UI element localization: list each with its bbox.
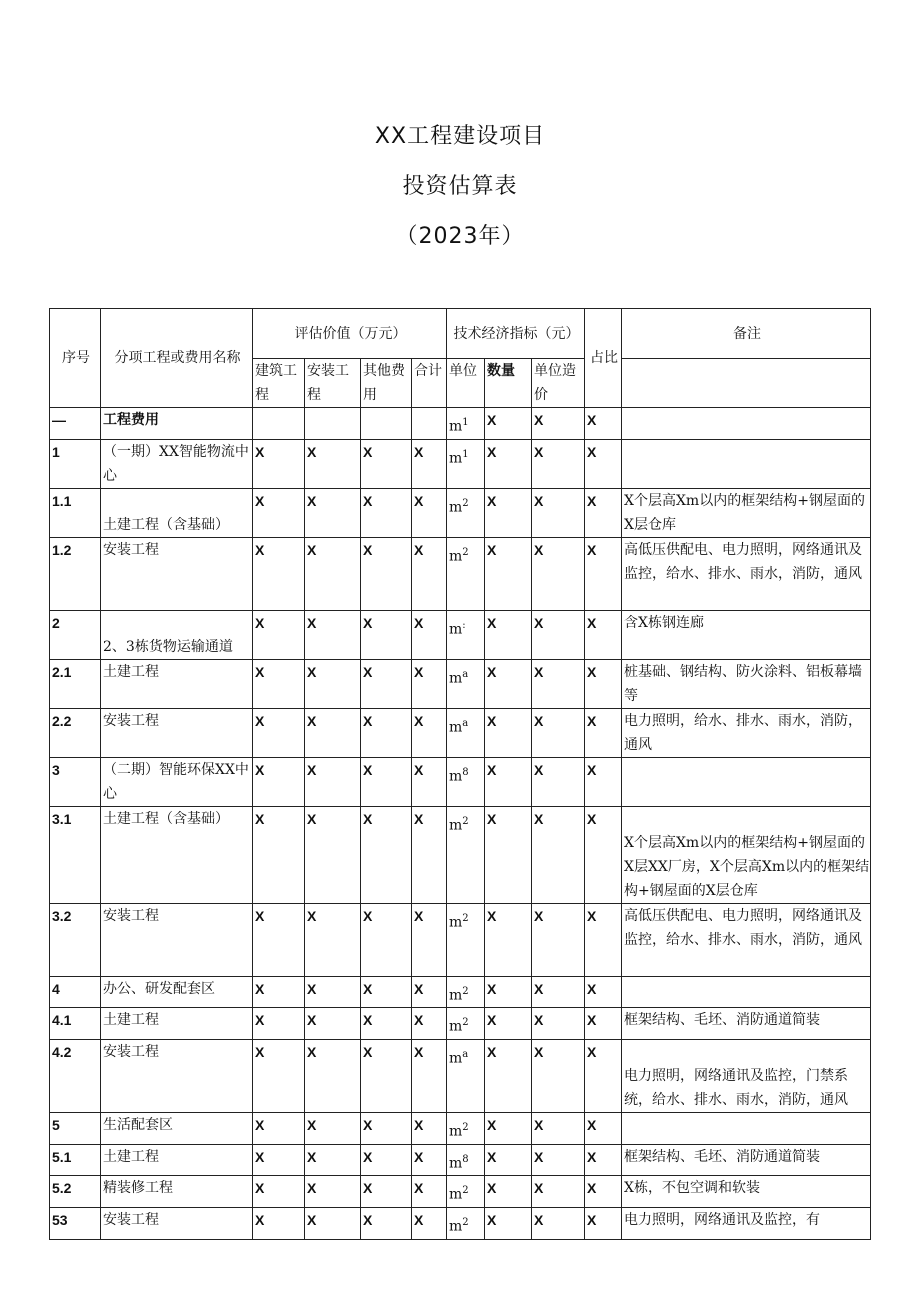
row-unit [447,708,485,757]
unit-superscript: : [462,619,466,631]
row-construction-value: X [253,976,305,1008]
row-construction-value: X [253,757,305,806]
row-other-value: X [361,1207,412,1239]
row-total-value [412,408,447,440]
row-remark [622,408,871,440]
row-remark: X个层高Xm以内的框架结构+钢屋面的X层仓库 [622,488,871,537]
unit-base: m [449,621,463,638]
row-unit-cost: X [532,408,585,440]
row-unit-cost: X [532,1207,585,1239]
row-installation-value: X [305,806,361,903]
row-installation-value: X [305,439,361,488]
row-construction-value: X [253,537,305,610]
table-body [50,408,871,1240]
row-construction-value: X [253,1112,305,1144]
unit-superscript: a [462,668,469,680]
header-remarks-sub [622,359,871,408]
row-installation-value: X [305,976,361,1008]
unit-base: m [449,987,463,1004]
row-quantity: X [485,1207,532,1239]
row-remark: 电力照明，给水、排水、雨水，消防，通风 [622,708,871,757]
row-seq: 53 [50,1207,101,1239]
row-unit [447,488,485,537]
row-seq: 1.2 [50,537,101,610]
row-item-name: （二期）智能环保XX中心 [101,757,253,806]
table-row [50,659,871,708]
document-subtitle: 投资估算表 [402,174,518,199]
table-row [50,537,871,610]
row-item-name: 2、3栋货物运输通道 [101,610,253,659]
unit-base: m [449,548,463,565]
row-installation-value: X [305,1144,361,1176]
unit-superscript: 1 [462,417,469,428]
row-total-value: X [412,757,447,806]
row-installation-value: X [305,1039,361,1112]
row-seq: 5 [50,1112,101,1144]
unit-base: m [449,817,463,834]
row-ratio: X [585,537,622,610]
row-quantity: X [485,439,532,488]
row-unit-cost: X [532,708,585,757]
row-total-value: X [412,1008,447,1040]
row-unit-cost: X [532,439,585,488]
row-total-value: X [412,976,447,1008]
unit-superscript: 8 [462,766,469,778]
document-year: （2023年） [395,224,525,249]
row-unit [447,537,485,610]
unit-superscript: 2 [462,1185,469,1197]
row-total-value: X [412,708,447,757]
row-quantity: X [485,1008,532,1040]
unit-base: m [449,418,463,435]
row-remark: X栋，不包空调和软装 [622,1176,871,1208]
row-ratio: X [585,408,622,440]
unit-base: m [449,1186,463,1203]
row-installation-value: X [305,659,361,708]
row-seq: 5.2 [50,1176,101,1208]
row-quantity: X [485,708,532,757]
row-total-value: X [412,610,447,659]
row-construction-value: X [253,1008,305,1040]
row-item-name: 安装工程 [101,903,253,976]
row-item-name: 办公、研发配套区 [101,976,253,1008]
row-unit-cost: X [532,976,585,1008]
row-other-value: X [361,1039,412,1112]
row-construction-value: X [253,659,305,708]
unit-base: m [449,1123,463,1140]
row-remark [622,1112,871,1144]
header-item-name: 分项工程或费用名称 [101,309,253,408]
row-ratio: X [585,659,622,708]
row-remark [622,976,871,1008]
row-construction-value: X [253,1176,305,1208]
row-seq: 2.2 [50,708,101,757]
row-ratio: X [585,806,622,903]
row-unit [447,408,485,440]
row-seq: 2.1 [50,659,101,708]
row-construction-value: X [253,1144,305,1176]
row-ratio: X [585,1144,622,1176]
row-construction-value [253,408,305,440]
row-unit-cost: X [532,903,585,976]
row-installation-value: X [305,488,361,537]
investment-estimate-table [49,308,871,1240]
unit-base: m [449,1218,463,1235]
unit-base: m [449,914,463,931]
row-installation-value: X [305,1207,361,1239]
table-row [50,1176,871,1208]
row-remark: 框架结构、毛坯、消防通道简装 [622,1144,871,1176]
row-ratio: X [585,439,622,488]
table-row [50,1112,871,1144]
row-remark [622,757,871,806]
row-remark: 桩基础、钢结构、防火涂料、铝板幕墙等 [622,659,871,708]
row-other-value: X [361,806,412,903]
unit-superscript: 2 [462,1121,469,1133]
row-other-value: X [361,1144,412,1176]
row-remark: 含X栋钢连廊 [622,610,871,659]
row-item-name: 土建工程 [101,1144,253,1176]
row-unit-cost: X [532,1176,585,1208]
row-total-value: X [412,806,447,903]
row-ratio: X [585,1176,622,1208]
unit-base: m [449,1155,463,1172]
row-total-value: X [412,537,447,610]
row-seq: 3 [50,757,101,806]
row-seq: 4.1 [50,1008,101,1040]
row-quantity: X [485,1176,532,1208]
row-other-value: X [361,1008,412,1040]
header-unit-cost: 单位造价 [532,359,585,408]
unit-superscript: a [462,717,469,729]
header-construction: 建筑工程 [253,359,305,408]
row-remark [622,439,871,488]
header-total: 合计 [412,359,447,408]
row-item-name: 工程费用 [101,408,253,440]
row-item-name: （一期）XX智能物流中心 [101,439,253,488]
row-other-value: X [361,976,412,1008]
row-ratio: X [585,1207,622,1239]
row-quantity: X [485,659,532,708]
unit-superscript: 2 [462,546,469,558]
row-construction-value: X [253,610,305,659]
row-ratio: X [585,976,622,1008]
row-remark: 高低压供配电、电力照明，网络通讯及监控，给水、排水、雨水，消防，通风 [622,903,871,976]
row-item-name: 安装工程 [101,1039,253,1112]
row-quantity: X [485,976,532,1008]
row-total-value: X [412,1176,447,1208]
table-row [50,488,871,537]
row-remark: 高低压供配电、电力照明，网络通讯及监控，给水、排水、雨水，消防，通风 [622,537,871,610]
row-total-value: X [412,659,447,708]
row-unit-cost: X [532,806,585,903]
table-row [50,610,871,659]
row-other-value: X [361,708,412,757]
table-row [50,1207,871,1239]
row-quantity: X [485,1144,532,1176]
row-quantity: X [485,1112,532,1144]
row-unit [447,903,485,976]
unit-superscript: 2 [462,1216,469,1228]
header-other: 其他费用 [361,359,412,408]
row-unit [447,1176,485,1208]
row-unit-cost: X [532,1112,585,1144]
row-ratio: X [585,1112,622,1144]
row-remark: X个层高Xm以内的框架结构+钢屋面的X层XX厂房，X个层高Xm以内的框架结构+钢屋面的X层仓库 [622,806,871,903]
row-item-name: 生活配套区 [101,1112,253,1144]
unit-base: m [449,1018,463,1035]
row-installation-value: X [305,610,361,659]
row-construction-value: X [253,1207,305,1239]
unit-base: m [449,1050,463,1067]
header-ratio: 占比 [585,309,622,408]
row-construction-value: X [253,806,305,903]
row-total-value: X [412,439,447,488]
row-ratio: X [585,757,622,806]
row-unit-cost: X [532,1008,585,1040]
unit-base: m [449,768,463,785]
row-ratio: X [585,903,622,976]
row-other-value: X [361,1112,412,1144]
row-installation-value: X [305,903,361,976]
row-remark: 框架结构、毛坯、消防通道简装 [622,1008,871,1040]
row-item-name: 土建工程 [101,1008,253,1040]
row-unit [447,1207,485,1239]
row-seq: 1.1 [50,488,101,537]
row-item-name: 精装修工程 [101,1176,253,1208]
header-seq: 序号 [50,309,101,408]
row-unit [447,806,485,903]
row-installation-value: X [305,1112,361,1144]
row-seq: 1 [50,439,101,488]
row-unit-cost: X [532,488,585,537]
row-unit [447,610,485,659]
row-unit [447,976,485,1008]
row-installation-value: X [305,1008,361,1040]
row-construction-value: X [253,1039,305,1112]
row-other-value: X [361,610,412,659]
row-seq: 3.2 [50,903,101,976]
row-ratio: X [585,610,622,659]
row-seq: 2 [50,610,101,659]
unit-base: m [449,670,463,687]
row-unit [447,1008,485,1040]
row-total-value: X [412,488,447,537]
unit-superscript: 2 [462,985,469,997]
header-tech-group: 技术经济指标（元） [447,309,585,359]
table-row [50,1144,871,1176]
unit-superscript: 8 [462,1153,469,1165]
row-ratio: X [585,488,622,537]
row-unit-cost: X [532,1144,585,1176]
row-total-value: X [412,1039,447,1112]
unit-superscript: 1 [462,448,469,460]
row-installation-value [305,408,361,440]
table-row [50,757,871,806]
header-installation: 安装工程 [305,359,361,408]
table-row [50,1039,871,1112]
row-construction-value: X [253,488,305,537]
unit-base: m [449,719,463,736]
row-unit [447,1112,485,1144]
row-remark: 电力照明，网络通讯及监控，门禁系统，给水、排水、雨水，消防，通风 [622,1039,871,1112]
row-seq: 5.1 [50,1144,101,1176]
header-quantity: 数量 [485,359,532,408]
row-other-value: X [361,439,412,488]
row-ratio: X [585,1039,622,1112]
table-row [50,1008,871,1040]
row-unit-cost: X [532,1039,585,1112]
row-remark: 电力照明，网络通讯及监控，有 [622,1207,871,1239]
table-row [50,408,871,440]
row-quantity: X [485,408,532,440]
row-other-value: X [361,488,412,537]
unit-superscript: 2 [462,815,469,827]
row-quantity: X [485,1039,532,1112]
row-item-name: 安装工程 [101,537,253,610]
unit-superscript: 2 [462,1017,469,1029]
row-seq: 4.2 [50,1039,101,1112]
row-item-name: 土建工程（含基础） [101,806,253,903]
table-row [50,708,871,757]
unit-base: m [449,499,463,516]
row-unit [447,439,485,488]
unit-superscript: 2 [462,912,469,924]
row-quantity: X [485,757,532,806]
header-valuation-group: 评估价值（万元） [253,309,447,359]
unit-superscript: 2 [462,497,469,509]
row-construction-value: X [253,439,305,488]
document-title: XX工程建设项目 [374,124,546,149]
row-quantity: X [485,488,532,537]
row-item-name: 安装工程 [101,1207,253,1239]
row-total-value: X [412,1207,447,1239]
row-unit [447,1144,485,1176]
row-construction-value: X [253,903,305,976]
row-seq: 4 [50,976,101,1008]
header-unit: 单位 [447,359,485,408]
row-other-value: X [361,1176,412,1208]
unit-base: m [449,450,463,467]
row-installation-value: X [305,708,361,757]
row-unit-cost: X [532,757,585,806]
row-seq: 3.1 [50,806,101,903]
row-installation-value: X [305,1176,361,1208]
row-quantity: X [485,610,532,659]
row-quantity: X [485,903,532,976]
row-unit-cost: X [532,537,585,610]
row-total-value: X [412,1112,447,1144]
table-row [50,806,871,903]
row-unit-cost: X [532,610,585,659]
row-other-value [361,408,412,440]
row-installation-value: X [305,537,361,610]
row-ratio: X [585,708,622,757]
row-item-name: 土建工程 [101,659,253,708]
row-item-name: 土建工程（含基础） [101,488,253,537]
row-other-value: X [361,903,412,976]
row-other-value: X [361,757,412,806]
row-construction-value: X [253,708,305,757]
unit-superscript: a [462,1048,469,1060]
table-row [50,439,871,488]
row-total-value: X [412,1144,447,1176]
row-unit [447,659,485,708]
row-total-value: X [412,903,447,976]
row-quantity: X [485,806,532,903]
row-item-name: 安装工程 [101,708,253,757]
row-other-value: X [361,537,412,610]
row-unit [447,1039,485,1112]
row-seq: — [50,408,101,440]
table-row [50,976,871,1008]
table-row [50,903,871,976]
row-ratio: X [585,1008,622,1040]
row-unit [447,757,485,806]
row-other-value: X [361,659,412,708]
row-unit-cost: X [532,659,585,708]
header-remarks: 备注 [622,309,871,359]
row-quantity: X [485,537,532,610]
row-installation-value: X [305,757,361,806]
